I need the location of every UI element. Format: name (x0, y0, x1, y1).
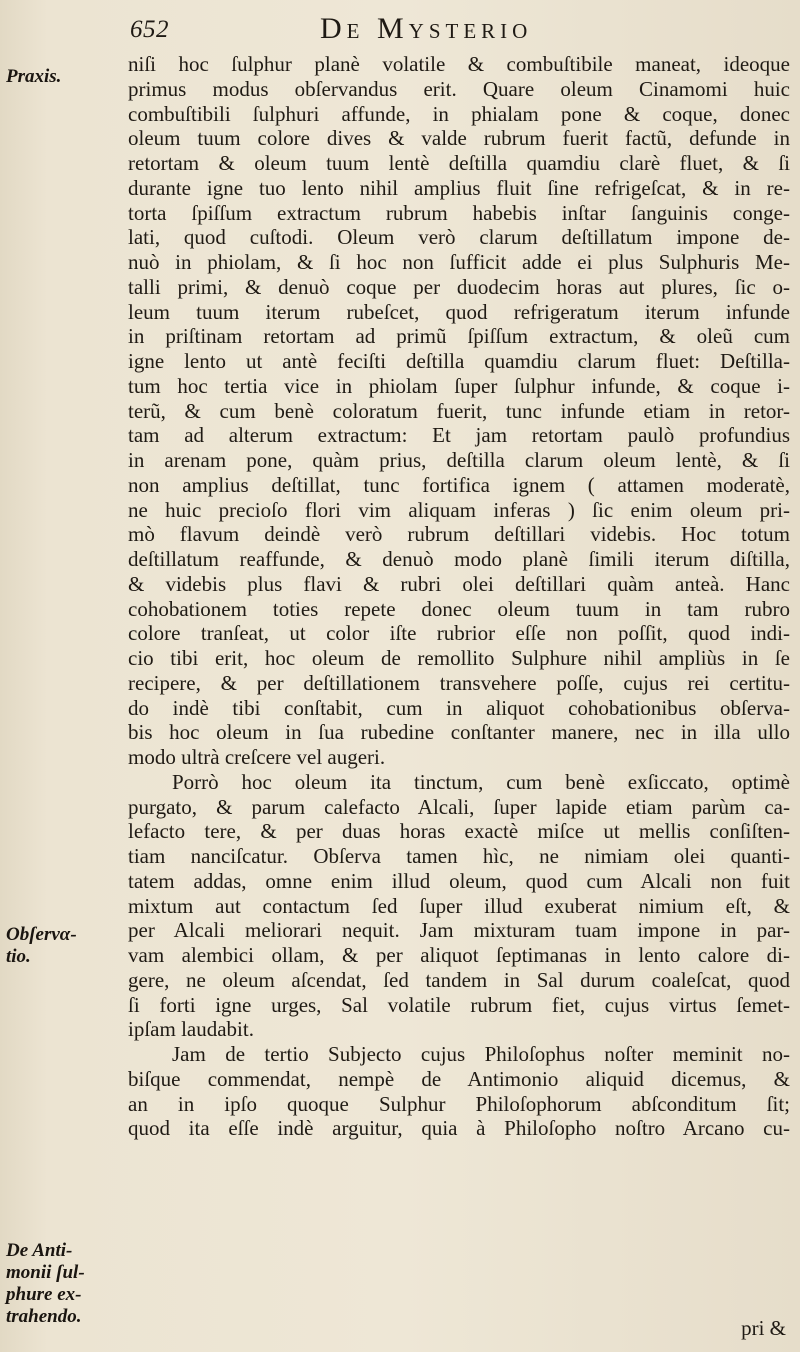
text-line: talli primi, & denuò coque per duodecim horas aut plures, ſic o- (128, 274, 790, 299)
text-line: oleum tuum colore dives & valde rubrum fuerit factũ, defunde in (128, 126, 790, 151)
text-line: igne lento ut antè feciſti deſtilla quamdiu clarum fluet: Deſtilla- (128, 349, 790, 373)
text-line: torta ſpiſſum extractum rubrum habebis inſtar ſanguinis conge- (128, 200, 790, 225)
text-line: niſi hoc ſulphur planè volatile & combuſtibile maneat, ideoque (128, 52, 790, 76)
text-line: terũ, & cum benè coloratum fuerit, tunc infunde etiam in retor- (128, 398, 790, 423)
text-line: gere, ne oleum aſcendat, ſed tandem in Sal durum coaleſcat, quod (128, 967, 790, 992)
page-number: 652 (130, 16, 169, 43)
margin-note-line: Praxis. (6, 66, 62, 87)
margin-note-de-antimonii (6, 1240, 114, 1328)
text-line: ſi forti igne urges, Sal volatile rubrum fiet, cujus virtus ſemet- (128, 992, 790, 1017)
text-line: ne huic precioſo flori vim aliquam inferas ) ſic enim oleum pri- (128, 497, 790, 522)
text-line: per Alcali meliorari nequit. Jam mixturam tuam impone in par- (128, 918, 790, 943)
margin-note-line: Obſervα- (6, 924, 77, 945)
text-line: retortam & oleum tuum lentè deſtilla quamdiu clarè fluet, & ſi (128, 151, 790, 175)
margin-note-line: phure ex- (6, 1284, 82, 1305)
margin-note-line: tio. (6, 946, 31, 967)
text-line: nuò in phiolam, & ſi hoc non ſufficit adde ei plus Sulphuris Me- (128, 250, 790, 274)
text-line: tiam nanciſcatur. Obſerva tamen hìc, ne nimiam olei quanti- (128, 844, 790, 868)
text-line: lefacto tere, & per duas horas exactè miſce ut mellis conſiſten- (128, 819, 790, 844)
page-header (128, 10, 728, 50)
text-line: tum hoc tertia vice in phiolam ſuper ſulphur infunde, & coque i- (128, 373, 790, 398)
text-line: Porrò hoc oleum ita tinctum, cum benè exſiccato, optimè (172, 769, 790, 794)
text-line: vam alembici ollam, & per aliquot ſeptimanas in lento calore di- (128, 943, 790, 967)
text-line: quod ita eſſe indè arguitur, quia à Philoſopho noſtro Arcano cu- (128, 1116, 790, 1141)
text-line: ipſam laudabit. (128, 1017, 254, 1042)
text-line: mò flavum deindè verò rubrum deſtillari videbis. Hoc totum (128, 522, 790, 547)
text-line: & videbis plus flavi & rubri olei deſtillari quàm anteà. Hanc (128, 571, 790, 596)
text-line: leum tuum iterum rubeſcet, quod refrigeratum iterum infunde (128, 299, 790, 324)
margin-note-line: De Anti- (6, 1240, 73, 1261)
text-line: an in ipſo quoque Sulphur Philoſophorum abſconditum ſit; (128, 1091, 790, 1116)
text-line: cohobationem toties repete donec oleum tuum in tam rubro (128, 596, 790, 621)
text-line: cio tibi erit, hoc oleum de remollito Sulphure nihil ampliùs in ſe (128, 646, 790, 670)
text-line: do indè tibi conſtabit, cum in aliquot cohobationibus obſerva- (128, 695, 790, 720)
text-line: primus modus obſervandus erit. Quare oleum Cinamomi huic (128, 76, 790, 101)
text-line: non amplius deſtillat, tunc fortifica ignem ( attamen moderatè, (128, 472, 790, 497)
text-line: tam ad alterum extractum: Et jam retortam paulò profundius (128, 423, 790, 448)
body-text (128, 52, 790, 1141)
text-line: modo ultrà creſcere vel augeri. (128, 745, 386, 769)
text-line: deſtillatum reaffunde, & denuò modo planè ſimili iterum diſtilla, (128, 547, 790, 571)
text-line: mixtum aut contactum ſed ſuper illud exuberat nimium eſt, & (128, 893, 790, 918)
running-head: De Mysterio (320, 12, 533, 45)
text-line: durante igne tuo lento nihil amplius fluit ſine refrigeſcat, & in re- (128, 175, 790, 200)
text-line: lati, quod cuſtodi. Oleum verò clarum deſtillatum impone de- (128, 225, 790, 250)
text-line: Jam de tertio Subjecto cujus Philoſophus noſter meminit no- (172, 1042, 790, 1066)
text-line: combuſtibili ſulphuri affunde, in phialam pone & coque, donec (128, 101, 790, 126)
text-line: bis hoc oleum in ſua rubedine conſtanter manere, nec in illa ullo (128, 720, 790, 745)
margin-note-observatio (6, 924, 114, 968)
margin-note-praxis (6, 66, 114, 88)
text-line: purgato, & parum calefacto Alcali, ſuper lapide etiam parùm ca- (128, 794, 790, 819)
margin-note-line: trahendo. (6, 1306, 82, 1327)
text-line: tatem addas, omne enim illud oleum, quod cum Alcali non fuit (128, 868, 790, 893)
text-line: in priſtinam retortam ad primũ ſpiſſum extractum, & oleũ cum (128, 324, 790, 349)
text-line: in arenam pone, quàm prius, deſtilla clarum oleum lentè, & ſi (128, 448, 790, 472)
margin-note-line: monii ſul- (6, 1262, 85, 1283)
text-line: colore tranſeat, ut color iſte rubrior eſſe non poſſit, quod indi- (128, 621, 790, 646)
text-line: biſque commendat, nempè de Antimonio aliquid dicemus, & (128, 1066, 790, 1091)
text-line: recipere, & per deſtillationem transvehere poſſe, cujus rei certitu- (128, 670, 790, 695)
catchword: pri & (741, 1316, 786, 1340)
